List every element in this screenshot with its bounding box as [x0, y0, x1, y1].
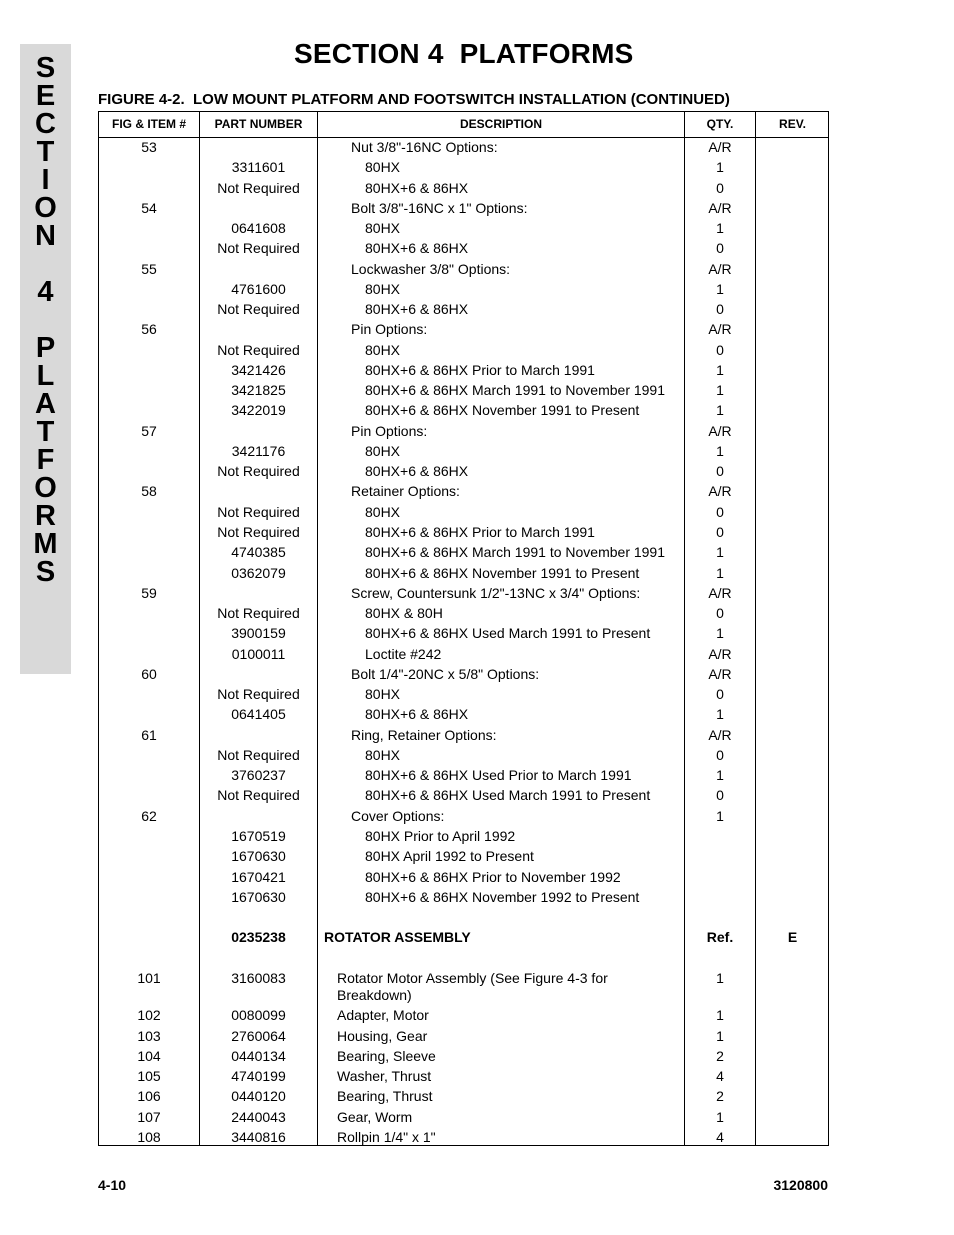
cell-fig-item: 104 — [137, 1048, 161, 1064]
cell-description: 80HX+6 & 86HX November 1992 to Present — [365, 889, 640, 905]
cell-part-number: 0100011 — [231, 646, 286, 662]
cell-qty: A/R — [708, 200, 732, 216]
cell-rev: E — [787, 929, 798, 945]
cell-description: 80HX Prior to April 1992 — [365, 828, 516, 844]
cell-qty: 1 — [716, 767, 724, 783]
cell-part-number: Not Required — [217, 463, 300, 479]
cell-description: Nut 3/8"-16NC Options: — [351, 139, 498, 155]
cell-description: Rotator Motor Assembly (See Figure 4-3 for — [337, 970, 608, 986]
cell-qty: A/R — [708, 666, 732, 682]
column-header-fig-item: FIG & ITEM # — [111, 117, 186, 131]
cell-part-number: 0641608 — [231, 220, 286, 236]
side-tab-letter: 4 — [37, 276, 54, 308]
side-tab-letter: L — [36, 360, 55, 392]
cell-description: Loctite #242 — [365, 646, 442, 662]
cell-part-number: Not Required — [217, 787, 300, 803]
cell-part-number: 0080099 — [231, 1007, 286, 1023]
cell-qty: 1 — [716, 281, 724, 297]
cell-part-number: Not Required — [217, 686, 300, 702]
cell-part-number: 0641405 — [231, 706, 286, 722]
cell-description: 80HX — [365, 443, 401, 459]
cell-description: 80HX+6 & 86HX Prior to March 1991 — [365, 362, 595, 378]
cell-fig-item: 61 — [141, 727, 157, 743]
cell-qty: A/R — [708, 727, 732, 743]
cell-qty: 4 — [716, 1068, 724, 1084]
side-tab-letter: F — [36, 444, 55, 476]
cell-description: Rollpin 1/4" x 1" — [337, 1129, 436, 1145]
cell-qty: 1 — [716, 402, 724, 418]
cell-description: 80HX & 80H — [365, 605, 443, 621]
cell-qty: 0 — [716, 524, 724, 540]
cell-qty: 1 — [716, 1109, 724, 1125]
cell-qty: A/R — [708, 585, 732, 601]
cell-description: 80HX+6 & 86HX Prior to November 1992 — [365, 869, 621, 885]
cell-fig-item: 53 — [141, 139, 157, 155]
cell-fig-item: 107 — [137, 1109, 161, 1125]
cell-description: Retainer Options: — [351, 483, 460, 499]
section-side-tab — [20, 44, 71, 674]
cell-part-number: 0362079 — [231, 565, 286, 581]
cell-part-number: 3422019 — [231, 402, 286, 418]
cell-description: Bearing, Thrust — [337, 1088, 433, 1104]
side-tab-letter: M — [33, 528, 58, 560]
column-divider — [755, 112, 756, 1145]
cell-part-number: Not Required — [217, 342, 300, 358]
cell-part-number: 3421176 — [231, 443, 286, 459]
cell-description: 80HX — [365, 342, 401, 358]
cell-qty: 0 — [716, 463, 724, 479]
cell-part-number: 0440120 — [231, 1088, 286, 1104]
column-divider — [317, 112, 318, 1145]
cell-qty: 0 — [716, 504, 724, 520]
cell-qty: 0 — [716, 747, 724, 763]
cell-description: Pin Options: — [351, 321, 428, 337]
cell-description: Pin Options: — [351, 423, 428, 439]
cell-qty: 1 — [716, 544, 724, 560]
cell-fig-item: 54 — [141, 200, 157, 216]
cell-description: 80HX — [365, 747, 401, 763]
document-number: 3120800 — [773, 1177, 828, 1193]
cell-qty: A/R — [708, 423, 732, 439]
cell-part-number: Not Required — [217, 180, 300, 196]
cell-qty: 1 — [716, 808, 724, 824]
cell-description: 80HX+6 & 86HX — [365, 301, 469, 317]
side-tab-letter: I — [41, 164, 50, 196]
cell-qty: 1 — [716, 706, 724, 722]
column-header-qty: QTY. — [706, 117, 734, 131]
cell-description: Washer, Thrust — [337, 1068, 432, 1084]
cell-qty: A/R — [708, 483, 732, 499]
cell-description: 80HX — [365, 686, 401, 702]
side-tab-letter: T — [36, 416, 55, 448]
cell-description: 80HX+6 & 86HX — [365, 240, 469, 256]
cell-description: Bolt 3/8"-16NC x 1" Options: — [351, 200, 528, 216]
cell-part-number: Not Required — [217, 504, 300, 520]
cell-part-number: 0235238 — [231, 929, 286, 945]
cell-description: 80HX+6 & 86HX Prior to March 1991 — [365, 524, 595, 540]
cell-qty: A/R — [708, 646, 732, 662]
cell-part-number: 1670630 — [231, 848, 286, 864]
cell-part-number: 3311601 — [231, 159, 286, 175]
cell-qty: 1 — [716, 220, 724, 236]
cell-description: 80HX+6 & 86HX March 1991 to November 1991 — [365, 544, 666, 560]
side-tab-letter: T — [36, 136, 55, 168]
cell-qty: 1 — [716, 362, 724, 378]
cell-fig-item: 106 — [137, 1088, 161, 1104]
cell-qty: A/R — [708, 321, 732, 337]
cell-qty: 1 — [716, 443, 724, 459]
side-tab-letter: C — [35, 108, 56, 140]
figure-title: FIGURE 4-2. LOW MOUNT PLATFORM AND FOOTSWITCH INSTALLATION (CONTINUED) — [98, 91, 730, 108]
cell-description: 80HX+6 & 86HX — [365, 180, 469, 196]
cell-description: 80HX+6 & 86HX — [365, 706, 469, 722]
parts-table — [98, 111, 829, 1146]
cell-description: Housing, Gear — [337, 1028, 428, 1044]
cell-qty: 1 — [716, 1028, 724, 1044]
cell-qty: 0 — [716, 605, 724, 621]
cell-description: Bolt 1/4"-20NC x 5/8" Options: — [351, 666, 540, 682]
cell-part-number: Not Required — [217, 747, 300, 763]
page-title: SECTION 4 PLATFORMS — [294, 38, 634, 69]
side-tab-letter: S — [35, 52, 56, 84]
cell-description: 80HX+6 & 86HX Used March 1991 to Present — [365, 787, 651, 803]
cell-part-number: 0440134 — [231, 1048, 286, 1064]
cell-qty: 1 — [716, 565, 724, 581]
cell-part-number: 1670630 — [231, 889, 286, 905]
cell-qty: 0 — [716, 342, 724, 358]
cell-qty: 1 — [716, 382, 724, 398]
cell-fig-item: 55 — [141, 261, 157, 277]
cell-description: 80HX April 1992 to Present — [365, 848, 534, 864]
cell-part-number: 3440816 — [231, 1129, 286, 1145]
side-tab-letter: E — [35, 80, 56, 112]
cell-description: 80HX — [365, 220, 401, 236]
side-tab-letter: A — [35, 388, 56, 420]
cell-description: Gear, Worm — [337, 1109, 413, 1125]
column-header-description: DESCRIPTION — [459, 117, 542, 131]
cell-part-number: 1670519 — [231, 828, 286, 844]
cell-qty: 1 — [716, 970, 724, 986]
side-tab-letter: S — [35, 556, 56, 588]
side-tab-letter: P — [35, 332, 56, 364]
cell-description: Bearing, Sleeve — [337, 1048, 436, 1064]
cell-qty: 2 — [716, 1088, 724, 1104]
cell-description: Cover Options: — [351, 808, 445, 824]
cell-description: 80HX — [365, 281, 401, 297]
cell-fig-item: 57 — [141, 423, 157, 439]
cell-part-number: 2440043 — [231, 1109, 286, 1125]
cell-qty: A/R — [708, 261, 732, 277]
side-tab-letter: O — [34, 472, 57, 504]
cell-qty: 0 — [716, 180, 724, 196]
column-header-rev: REV. — [779, 117, 806, 131]
cell-fig-item: 108 — [137, 1129, 161, 1145]
cell-description: 80HX+6 & 86HX — [365, 463, 469, 479]
cell-qty: 1 — [716, 159, 724, 175]
cell-part-number: Not Required — [217, 301, 300, 317]
cell-description: 80HX+6 & 86HX November 1991 to Present — [365, 402, 640, 418]
cell-qty: 0 — [716, 787, 724, 803]
cell-part-number: 2760064 — [231, 1028, 286, 1044]
cell-part-number: Not Required — [217, 524, 300, 540]
cell-fig-item: 60 — [141, 666, 157, 682]
cell-fig-item: 58 — [141, 483, 157, 499]
cell-description: Lockwasher 3/8" Options: — [351, 261, 511, 277]
cell-description: 80HX+6 & 86HX November 1991 to Present — [365, 565, 640, 581]
cell-part-number: 3421825 — [231, 382, 286, 398]
cell-part-number: Not Required — [217, 240, 300, 256]
cell-qty: 0 — [716, 301, 724, 317]
cell-qty: 1 — [716, 625, 724, 641]
cell-qty: Ref. — [706, 929, 734, 945]
cell-description: ROTATOR ASSEMBLY — [324, 929, 471, 945]
cell-part-number: 4740199 — [231, 1068, 286, 1084]
cell-qty: 2 — [716, 1048, 724, 1064]
cell-part-number: 3421426 — [231, 362, 286, 378]
cell-description: Ring, Retainer Options: — [351, 727, 497, 743]
cell-part-number: 1670421 — [231, 869, 286, 885]
cell-qty: 0 — [716, 240, 724, 256]
cell-fig-item: 62 — [141, 808, 157, 824]
cell-description: 80HX+6 & 86HX March 1991 to November 1991 — [365, 382, 666, 398]
cell-qty: 0 — [716, 686, 724, 702]
cell-description: 80HX+6 & 86HX Used March 1991 to Present — [365, 625, 651, 641]
cell-description-continued: Breakdown) — [337, 987, 412, 1003]
cell-part-number: 4740385 — [231, 544, 286, 560]
cell-description: 80HX+6 & 86HX Used Prior to March 1991 — [365, 767, 632, 783]
cell-fig-item: 56 — [141, 321, 157, 337]
cell-fig-item: 105 — [137, 1068, 161, 1084]
cell-fig-item: 103 — [137, 1028, 161, 1044]
cell-fig-item: 59 — [141, 585, 157, 601]
cell-fig-item: 102 — [137, 1007, 161, 1023]
cell-description: Adapter, Motor — [337, 1007, 429, 1023]
cell-part-number: 4761600 — [231, 281, 286, 297]
cell-qty: 4 — [716, 1129, 724, 1145]
side-tab-letter: R — [35, 500, 56, 532]
cell-description: Screw, Countersunk 1/2"-13NC x 3/4" Options: — [351, 585, 641, 601]
cell-part-number: 3760237 — [231, 767, 286, 783]
page-number: 4-10 — [98, 1177, 127, 1193]
cell-qty: A/R — [708, 139, 732, 155]
side-tab-letter: O — [34, 192, 57, 224]
cell-part-number: Not Required — [217, 605, 300, 621]
side-tab-letter: N — [35, 220, 56, 252]
cell-qty: 1 — [716, 1007, 724, 1023]
cell-part-number: 3900159 — [231, 625, 286, 641]
header-divider — [99, 137, 828, 138]
cell-description: 80HX — [365, 504, 401, 520]
column-header-part-number: PART NUMBER — [214, 117, 303, 131]
cell-description: 80HX — [365, 159, 401, 175]
cell-fig-item: 101 — [137, 970, 161, 986]
cell-part-number: 3160083 — [231, 970, 286, 986]
